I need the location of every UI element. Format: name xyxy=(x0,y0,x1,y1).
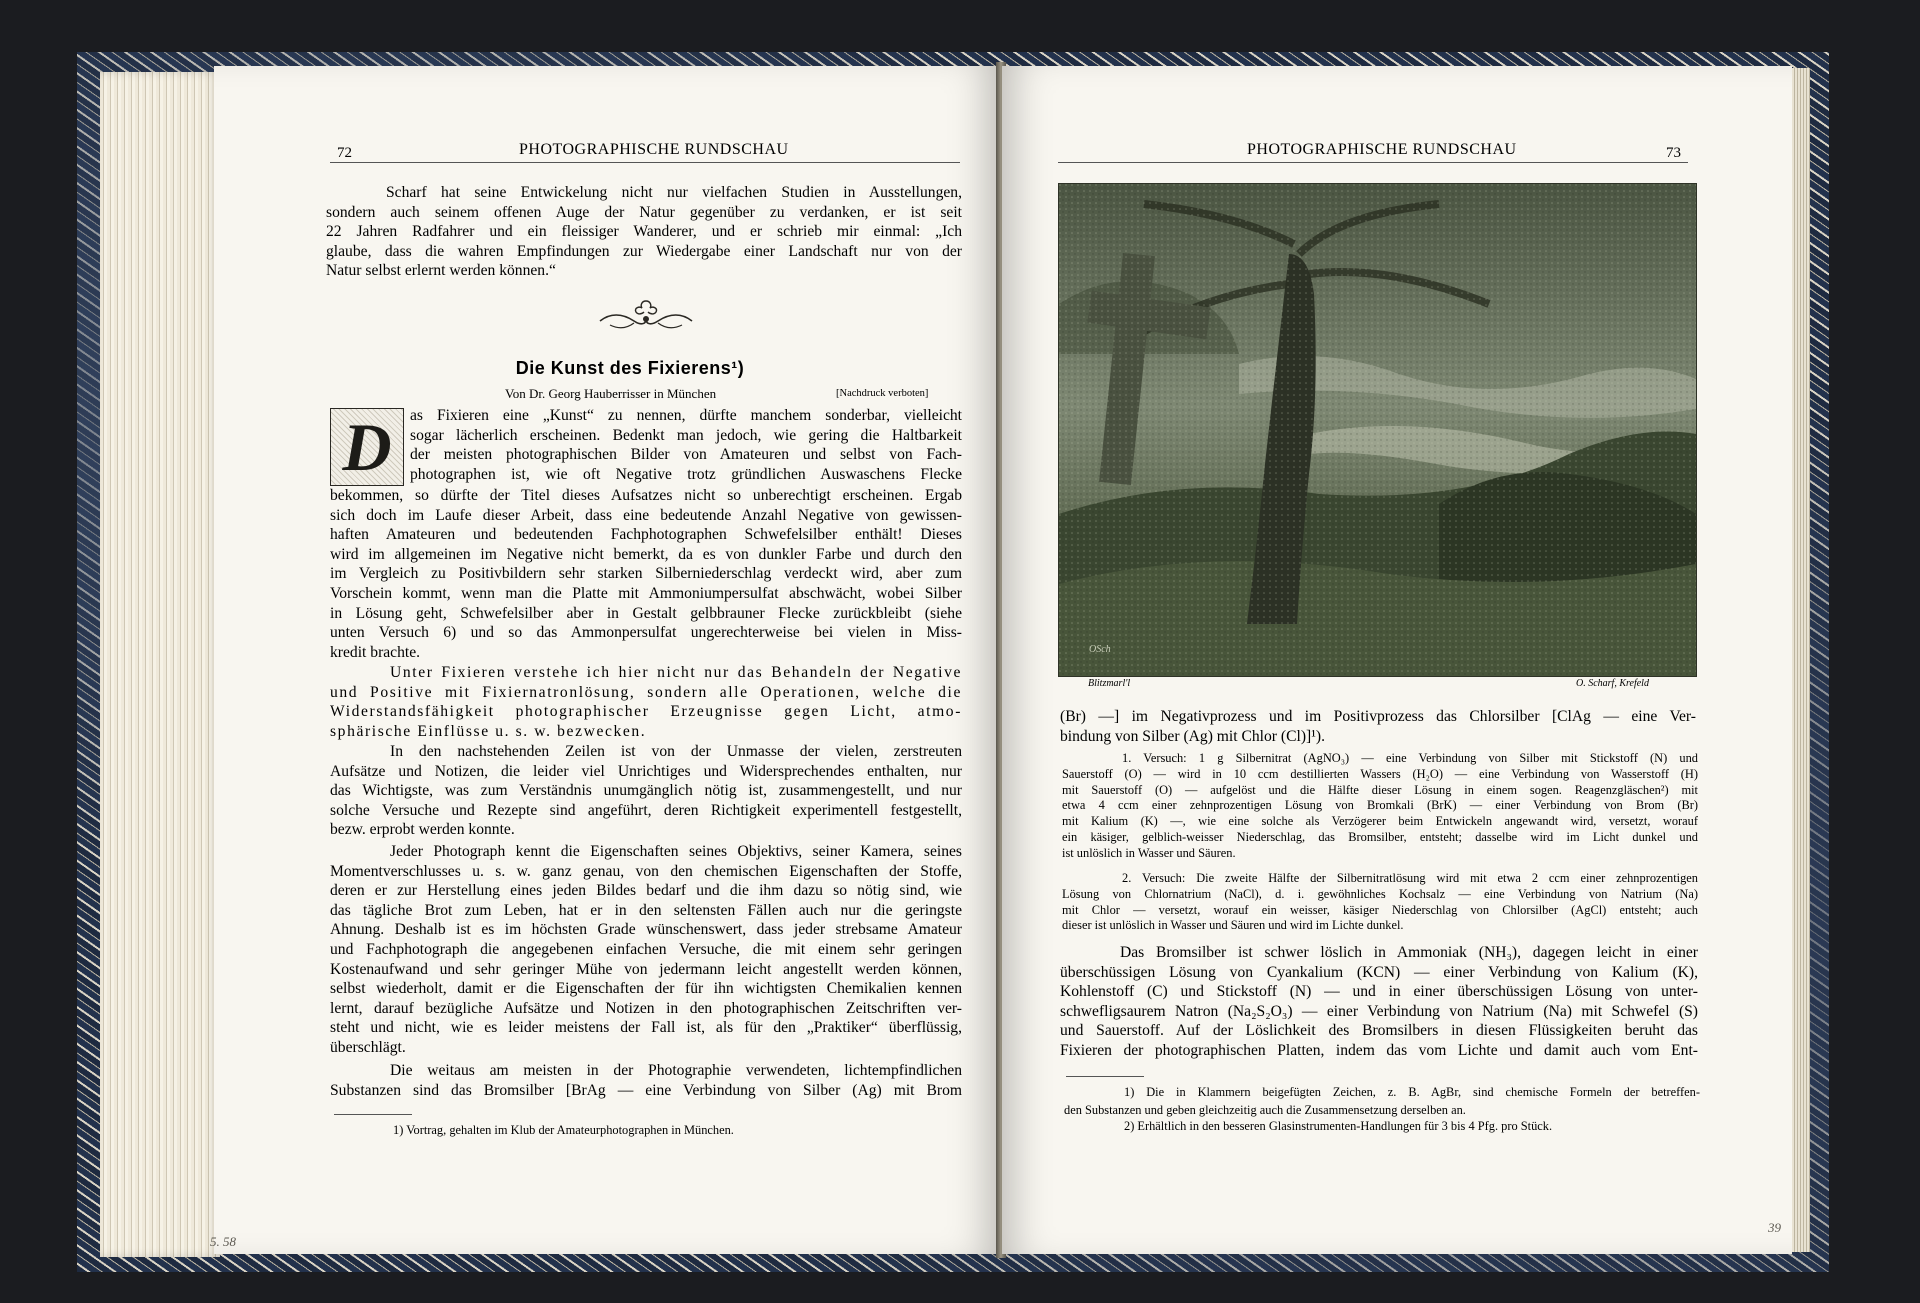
versuch-1 xyxy=(1062,751,1698,862)
text-line: in Lösung geht, Schwefelsilber aber in Gestalt gelbbrauner Flecke zurückbleibt (siehe xyxy=(330,604,962,622)
text-line: wird im allgemeinen im Negative nicht bemerkt, da es von dunkler Farbe und durch den xyxy=(330,545,962,563)
text-line: Fixieren der photographischen Platten, indem das vom Lichte und damit auch vom Ent- xyxy=(1060,1041,1698,1059)
first-paragraph-rest xyxy=(330,486,962,662)
text-line: mit Chlor — versetzt, worauf ein weisser, käsiger Niederschlag von Chlorsilber (AgCl) entsteht; auch xyxy=(1062,902,1698,917)
continued-paragraph xyxy=(1060,707,1696,746)
margin-note-right: 39 xyxy=(1768,1220,1781,1235)
right-page-edges xyxy=(1792,68,1810,1252)
text-line: Jeder Photograph kennt die Eigenschaften seines Objektivs, seiner Kamera, seines xyxy=(390,843,962,860)
text-line: ein käsiger, gelblich-weisser Niederschlag, das Bromsilber, entsteht; dasselbe wird im Licht dunkel und xyxy=(1062,829,1698,844)
text-line: Ahnung. Deshalb ist es im höchsten Grade wünschenswert, dass jeder strebsame Amateur xyxy=(330,921,962,939)
text-line: as Fixieren eine „Kunst“ zu nennen, dürfte manchem sonderbar, vielleicht xyxy=(410,407,962,424)
text-line: das Wichtigste, was zum Verständnis unumgänglich nötig ist, zusammengestellt, und nur xyxy=(330,782,962,800)
text-line: solche Versuche und Rezepte sind angeführt, deren Richtigkeit experimentell festgestellt, xyxy=(330,801,962,819)
versuch-2 xyxy=(1062,871,1698,934)
text-line: bekommen, so dürfte der Titel dieses Aufsatzes nicht so unberechtigt erscheinen. Ergab xyxy=(330,487,962,504)
text-line: Aufsätze und Notizen, die leider viel Unrichtiges und Widersprechendes enthalten, nur xyxy=(330,762,962,780)
page-block-edges xyxy=(100,72,220,1257)
footnote-rule xyxy=(1066,1076,1144,1077)
text-line: schwefligsaurem Natron (Na₂S₂O₃) — einer Verbindung von Natrium (Na) mit Schwefel (S) xyxy=(1060,1002,1698,1020)
intro-paragraph xyxy=(326,183,962,281)
text-line: Widerstandsfähigkeit photographischer Erzeugnisse gegen Licht, atmo- xyxy=(330,703,962,721)
text-line: 1. Versuch: 1 g Silbernitrat (AgNO₃) — eine Verbindung von Silber mit Stickstoff (N) und xyxy=(1122,751,1698,765)
text-line: den Substanzen und geben gleichzeitig auch die Zusammensetzung derselben an. xyxy=(1064,1103,1466,1117)
text-line: Vorschein kommt, wenn man die Platte mit Ammoniumpersulfat abschwächt, wobei Silber xyxy=(330,584,962,602)
text-line: ist unlöslich in Wasser und Säuren. xyxy=(1062,845,1236,860)
text-line: selbst wiederholt, damit er die Eigenschaften der für ihn wichtigsten Chemikalien kennen xyxy=(330,980,962,998)
text-line: sphärische Einflüsse u. s. w. bezwecken. xyxy=(330,722,647,740)
paragraph-substances xyxy=(330,1061,962,1100)
text-line: und Positive mit Fixiernatronlösung, sondern alle Operationen, welche die xyxy=(330,683,962,701)
text-line: Die weitaus am meisten in der Photographie verwendeten, lichtempfindlichen xyxy=(390,1062,962,1079)
article-title: Die Kunst des Fixierens¹) xyxy=(515,358,745,378)
text-line: unten Versuch 6) und so das Ammonpersulfat ungerechterweise bei vielen in Miss- xyxy=(330,624,962,642)
footnote-glasinstrumente: 2) Erhältlich in den besseren Glasinstrumenten-Handlungen für 3 bis 4 Pfg. pro Stück. xyxy=(1124,1119,1553,1133)
text-line: (Br) —] im Negativprozess und im Positivprozess das Chlorsilber [ClAg — eine Ver- xyxy=(1060,708,1696,725)
text-line: und Sauerstoff. Auf der Löslichkeit des Bromsilbers in diesen Flüssigkeiten beruht das xyxy=(1060,1022,1698,1040)
text-line: überschüssigen Lösung von Cyankalium (KCN) — einer Verbindung von Kalium (K), xyxy=(1060,963,1698,981)
first-paragraph-with-cap xyxy=(410,406,962,484)
plate-title: Blitzmarl'l xyxy=(1088,678,1131,689)
text-line: 2. Versuch: Die zweite Hälfte der Silbernitratlösung wird mit etwa 2 ccm einer zehnprozentigen xyxy=(1122,871,1698,885)
text-line: deren er zur Herstellung eines jeden Bildes bedarf und die ihm dazu so nötig sind, wie xyxy=(330,882,962,900)
text-line: mit Kalium (K) —, wie eine solche als Verzögerer beim Entwickeln angewandt wird, versetzt, worauf xyxy=(1062,814,1698,829)
left-running-head: PHOTOGRAPHISCHE RUNDSCHAU xyxy=(519,141,789,158)
text-line: Kohlenstoff (C) und Stickstoff (N) — und in einer überschüssigen Lösung von unter- xyxy=(1060,983,1698,1001)
text-line: Scharf hat seine Entwickelung nicht nur vielfachen Studien in Ausstellungen, xyxy=(386,184,962,201)
right-running-head: PHOTOGRAPHISCHE RUNDSCHAU xyxy=(1247,141,1517,158)
paragraph-photographer xyxy=(330,842,962,1058)
text-line: steht und nicht, wie es leider meistens der Fall ist, als für den „Praktiker“ überflüssig, xyxy=(330,1019,962,1037)
text-line: und Fachphotograph die angegebenen einfachen Versuche, die mit einem sehr geringen xyxy=(330,940,962,958)
right-page-number: 73 xyxy=(1666,145,1681,161)
footnote-vortrag: 1) Vortrag, gehalten im Klub der Amateurphotographen in München. xyxy=(393,1123,734,1137)
footnote-formulas xyxy=(1064,1083,1700,1119)
floral-ornament-icon xyxy=(596,297,696,333)
text-line: überschlägt. xyxy=(330,1038,406,1056)
text-line: Unter Fixieren verstehe ich hier nicht nur das Behandeln der Negative xyxy=(390,664,962,681)
text-line: Kostenaufwand und sehr geringer Mühe von jedermann leicht angestellt werden können, xyxy=(330,960,962,978)
illuminated-initial-D: D xyxy=(330,408,404,486)
text-line: 1) Die in Klammern beigefügten Zeichen, z. B. AgBr, sind chemische Formeln der betreffen- xyxy=(1124,1085,1700,1099)
text-line: Substanzen sind das Bromsilber [BrAg — eine Verbindung von Silber (Ag) mit Brom xyxy=(330,1081,962,1099)
text-line: Sauerstoff (O) — wird in 10 ccm destillierten Wassers (H₂O) — eine Verbindung von Wasserstoff (H) xyxy=(1062,766,1698,781)
text-line: photographen ist, wie oft Negative trotz gründlichen Auswaschens Flecke xyxy=(410,465,962,483)
photo-cross-and-tree xyxy=(1059,184,1696,676)
landscape-photo-plate xyxy=(1058,183,1697,677)
margin-note-left: 5. 58 xyxy=(210,1234,236,1249)
left-head-rule xyxy=(330,162,960,163)
plate-credit: O. Scharf, Krefeld xyxy=(1576,678,1649,689)
bromsilber-paragraph xyxy=(1060,943,1698,1061)
text-line: bindung von Silber (Ag) mit Chlor (Cl)]¹). xyxy=(1060,727,1325,745)
right-head-rule xyxy=(1058,162,1688,163)
footnote-rule xyxy=(334,1114,412,1115)
paragraph-overview xyxy=(330,742,962,840)
text-line: haften Amateuren und bedeutenden Fachphotographen Schwefelsilber enthält! Dieses xyxy=(330,526,962,544)
paragraph-fixieren-definition xyxy=(330,663,962,741)
text-line: etwa 4 ccm einer zehnprozentigen Lösung von Bromkali (BrK) — einer Verbindung von Brom (Br) xyxy=(1062,798,1698,813)
photo-signature: OSch xyxy=(1089,644,1111,655)
text-line: dieser ist unlöslich in Wasser und Säuren und wird im Lichte dunkel. xyxy=(1062,918,1404,933)
text-line: Momentverschlusses u. s. w. ganz genau, von den chemischen Eigenschaften der Stoffe, xyxy=(330,862,962,880)
text-line: mit Sauerstoff (O) — aufgelöst und die Hälfte dieser Lösung in einem sogen. Reagenzgläschen²) mit xyxy=(1062,782,1698,797)
text-line: sich doch im Laufe dieser Arbeit, dass eine bedeutende Anzahl Negative von gewissen- xyxy=(330,506,962,524)
reprint-notice: [Nachdruck verboten] xyxy=(836,388,929,399)
text-line: Lösung von Chlornatrium (NaCl), d. i. gewöhnliches Kochsalz — eine Verbindung von Natrium (Na) xyxy=(1062,886,1698,901)
text-line: 22 Jahren Radfahrer und ein fleissiger Wanderer, und er schrieb mir einmal: „Ich xyxy=(326,223,962,241)
text-line: glaube, dass die wahren Empfindungen zur Wiedergabe einer Landschaft nur von der xyxy=(326,242,962,260)
text-line: bezw. erprobt werden konnte. xyxy=(330,821,515,839)
article-byline: Von Dr. Georg Hauberrisser in München xyxy=(505,386,717,401)
text-line: das tägliche Brot zum Leben, hat er in den seltensten Fällen auch nur die geringste xyxy=(330,901,962,919)
text-line: Das Bromsilber ist schwer löslich in Ammoniak (NH₃), dagegen leicht in einer xyxy=(1120,944,1698,961)
text-line: im Vergleich zu Positivbildern sehr starken Silberniederschlag verdeckt wird, aber zum xyxy=(330,565,962,583)
text-line: lernt, darauf bezügliche Aufsätze und Notizen in den photographischen Zeitschriften ver- xyxy=(330,999,962,1017)
text-line: In den nachstehenden Zeilen ist von der Unmasse der vielen, zerstreuten xyxy=(390,743,962,760)
left-page-number: 72 xyxy=(337,145,352,161)
text-line: Natur selbst erlernt werden können.“ xyxy=(326,262,556,280)
text-line: der meisten photographischen Bilder von Amateuren und selbst von Fach- xyxy=(410,446,962,464)
text-line: sogar lächerlich erscheinen. Bedenkt man jedoch, wie gering die Haltbarkeit xyxy=(410,426,962,444)
text-line: kredit brachte. xyxy=(330,643,421,661)
text-line: sondern auch seinem offenen Auge der Natur gegenüber zu verdanken, er ist seit xyxy=(326,203,962,221)
